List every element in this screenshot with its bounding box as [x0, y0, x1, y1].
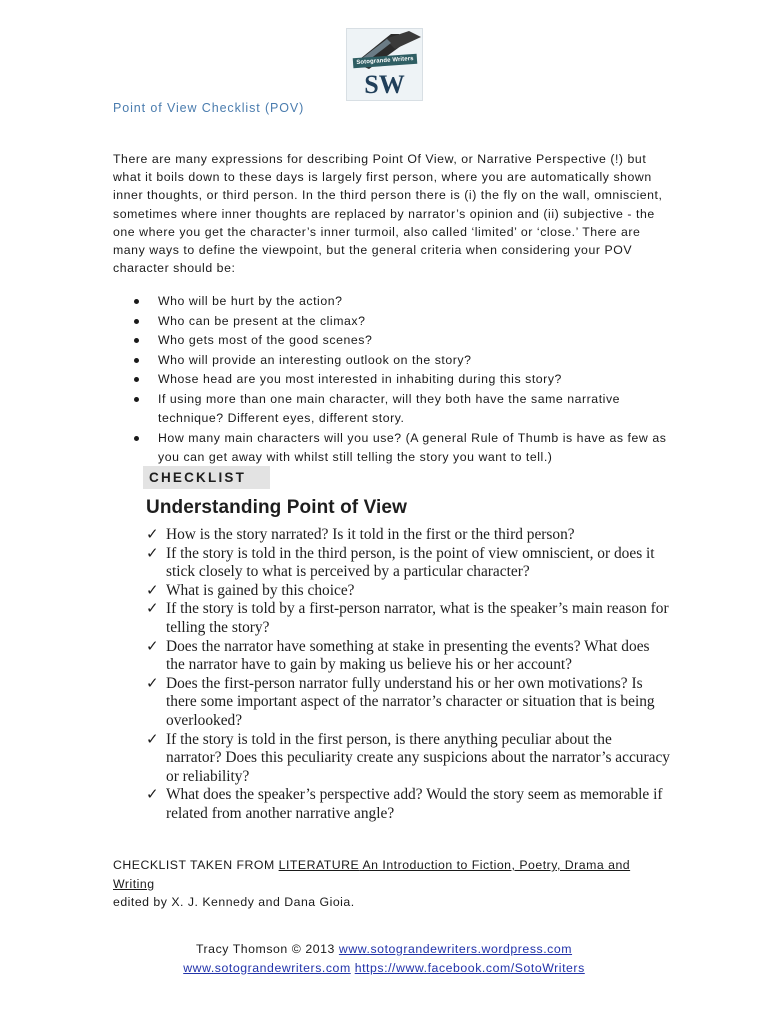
footer-author: Tracy Thomson © 2013	[195, 942, 339, 956]
list-item: Who will be hurt by the action?	[113, 292, 673, 312]
logo	[346, 28, 423, 101]
checklist-item: ✓ What does the speaker’s perspective add? Would the story seem as memorable if related from another narrative angle?	[146, 786, 663, 822]
checklist-item: ✓ If the story is told in the third person, is the point of view omniscient, or does it stick closely to what is perceived by a particular character?	[146, 544, 655, 581]
book-title: LITERATURE An Introduction to Fiction, Poetry, Drama and Writing	[113, 858, 631, 891]
list-item: Whose head are you most interested in inhabiting during this story?	[113, 370, 673, 390]
checklist-questions	[146, 526, 671, 824]
checkmark-icon: ✓	[146, 527, 159, 543]
list-item: Who gets most of the good scenes?	[113, 331, 673, 351]
logo-band-text: Sotogrande Writers	[353, 54, 418, 68]
footer-line-1	[100, 940, 668, 959]
checkmark-icon: ✓	[146, 675, 159, 692]
facebook-link[interactable]: https://www.facebook.com/SotoWriters	[354, 960, 585, 975]
page-title: Point of View Checklist (POV)	[113, 101, 305, 115]
checkmark-icon: ✓	[146, 582, 159, 599]
bullet-icon	[134, 377, 139, 382]
bullet-icon	[134, 299, 139, 304]
criteria-list	[113, 292, 673, 468]
checkmark-icon: ✓	[146, 787, 159, 804]
source-citation	[113, 856, 673, 912]
website-link[interactable]: www.sotograndewriters.com	[183, 960, 351, 975]
source-line-2: edited by X. J. Kennedy and Dana Gioia.	[113, 895, 355, 909]
list-item: How many main characters will you use? (A general Rule of Thumb is have as few as you can get away with whilst still telling the story you want to tell.)	[113, 429, 673, 468]
checklist-item: ✓ What is gained by this choice?	[146, 581, 355, 599]
list-item: Who will provide an interesting outlook on the story?	[113, 351, 673, 371]
checklist-item: ✓ If the story is told by a first-person narrator, what is the speaker’s main reason for telling the story?	[146, 600, 669, 636]
logo-letters: SW	[364, 70, 405, 99]
bullet-icon	[134, 397, 139, 402]
list-item: Who can be present at the climax?	[113, 312, 673, 332]
checklist-item: ✓ Does the first-person narrator fully understand his or her own motivations? Is there some important aspect of the narrator’s character or situation that is being overlooked?	[146, 674, 655, 729]
source-line-1: CHECKLIST TAKEN FROM LITERATURE An Introduction to Fiction, Poetry, Drama and Writing	[113, 858, 631, 891]
checkmark-icon: ✓	[146, 638, 159, 655]
list-item: If using more than one main character, will they both have the same narrative technique? Different eyes, different story.	[113, 390, 673, 429]
checklist-title: Understanding Point of View	[146, 497, 407, 518]
checkmark-icon: ✓	[146, 545, 159, 562]
checkmark-icon: ✓	[146, 731, 159, 748]
checklist-item: ✓ Does the narrator have something at stake in presenting the events? What does the narrator have to gain by making us believe his or her account?	[146, 637, 650, 674]
footer-line-2	[100, 959, 668, 978]
blog-link[interactable]: www.sotograndewriters.wordpress.com	[338, 942, 573, 956]
checklist-tag: CHECKLIST	[143, 466, 270, 489]
intro-paragraph: There are many expressions for describing Point Of View, or Narrative Perspective (!) but what it boils down to these days is largely first person, where you are automatically shown inner thoughts, or third person. In the third person there is (i) the fly on the wall, omniscient, sometimes where inner thoughts are replaced by narrator’s opinion and (ii) subjective - the one where you get the character’s inner turmoil, also called ‘limited’ or ‘close.’ There are many ways to define the viewpoint, but the general criteria when considering your POV character should be:	[113, 152, 663, 276]
checklist-item: ✓ How is the story narrated? Is it told in the first or the third person?	[146, 526, 575, 543]
bullet-icon	[134, 436, 139, 441]
bullet-icon	[134, 319, 139, 324]
footer	[100, 940, 668, 977]
checklist-item: ✓ If the story is told in the first person, is there anything peculiar about the narrator? Does this peculiarity create any suspicions about the narrator’s accuracy or reliability?	[146, 730, 670, 785]
bullet-icon	[134, 338, 139, 343]
checkmark-icon: ✓	[146, 601, 159, 618]
bullet-icon	[134, 358, 139, 363]
